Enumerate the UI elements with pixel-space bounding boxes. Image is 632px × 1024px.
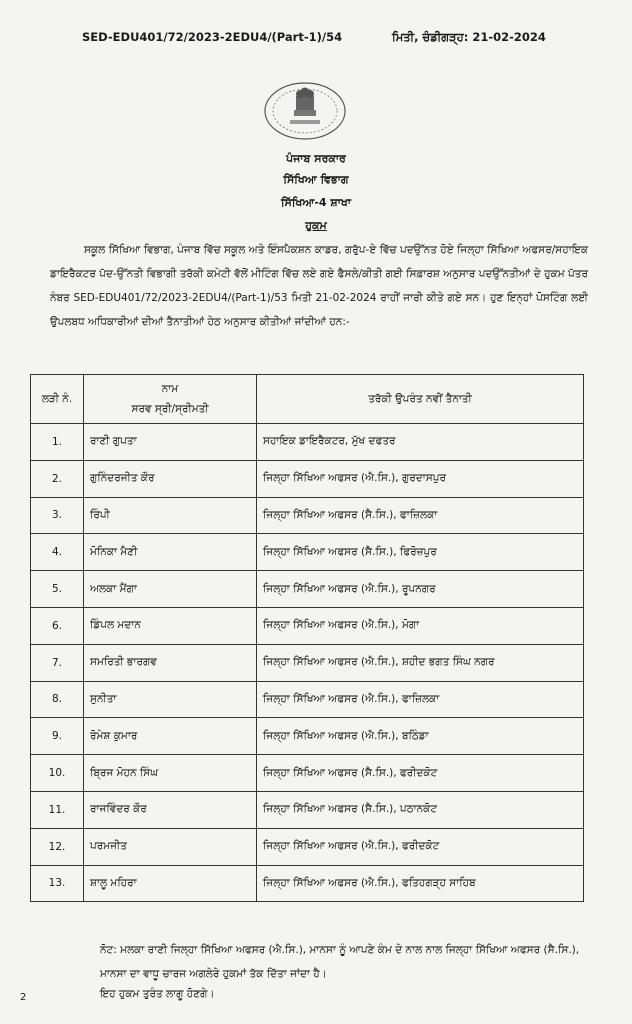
- cell-name: ਰਾਣੀ ਗੁਪਤਾ: [84, 424, 257, 461]
- cell-posting: ਜਿਲ੍ਹਾ ਸਿੱਖਿਆ ਅਫਸਰ (ਸੈ.ਸਿ.), ਫਰੀਦਕੋਟ: [257, 755, 584, 792]
- header-name-line1: ਨਾਮ: [161, 383, 179, 395]
- cell-posting: ਜਿਲ੍ਹਾ ਸਿੱਖਿਆ ਅਫਸਰ (ਐ.ਸਿ.), ਮੋਗਾ: [257, 607, 584, 644]
- heading-order: ਹੁਕਮ: [305, 219, 327, 232]
- table-row: [31, 607, 584, 644]
- header-name-line2: ਸਰਵ ਸ੍ਰੀ/ਸ੍ਰੀਮਤੀ: [131, 403, 209, 415]
- heading-government: ਪੰਜਾਬ ਸਰਕਾਰ: [286, 152, 346, 165]
- state-emblem-icon: [262, 80, 348, 142]
- cell-posting: ਸਹਾਇਕ ਡਾਇਰੈਕਟਰ, ਮੁੱਖ ਦਫਤਰ: [257, 424, 584, 461]
- table-row: [31, 681, 584, 718]
- posting-table: [30, 374, 584, 902]
- cell-posting: ਜਿਲ੍ਹਾ ਸਿੱਖਿਆ ਅਫਸਰ (ਐ.ਸਿ.), ਫਤਿਹਗੜ੍ਹ ਸਾਹਿਬ: [257, 865, 584, 902]
- cell-posting: ਜਿਲ੍ਹਾ ਸਿੱਖਿਆ ਅਫਸਰ (ਸੈ.ਸਿ.), ਪਠਾਨਕੋਟ: [257, 791, 584, 828]
- table-header-row: [31, 375, 584, 424]
- date-line: ਮਿਤੀ, ਚੰਡੀਗੜ੍ਹ: 21-02-2024: [392, 30, 546, 44]
- cell-serial: 6.: [31, 607, 84, 644]
- cell-serial: 4.: [31, 534, 84, 571]
- table-row: [31, 828, 584, 865]
- cell-posting: ਜਿਲ੍ਹਾ ਸਿੱਖਿਆ ਅਫਸਰ (ਐ.ਸਿ.), ਗੁਰਦਾਸਪੁਰ: [257, 460, 584, 497]
- table-row: [31, 534, 584, 571]
- cell-name: ਪਰਮਜੀਤ: [84, 828, 257, 865]
- cell-serial: 12.: [31, 828, 84, 865]
- table-row: [31, 497, 584, 534]
- cell-serial: 2.: [31, 460, 84, 497]
- cell-name: ਰੋਮੇਸ਼ ਕੁਮਾਰ: [84, 718, 257, 755]
- page-number: 2: [20, 992, 27, 1003]
- cell-serial: 10.: [31, 755, 84, 792]
- reference-number: SED-EDU401/72/2023-2EDU4/(Part-1)/54: [82, 30, 343, 44]
- table-row: [31, 791, 584, 828]
- cell-name: ਮੋਨਿਕਾ ਮੈਣੀ: [84, 534, 257, 571]
- table-row: [31, 571, 584, 608]
- cell-posting: ਜਿਲ੍ਹਾ ਸਿੱਖਿਆ ਅਫਸਰ (ਐ.ਸਿ.), ਸ਼ਹੀਦ ਭਗਤ ਸਿੰਘ ਨਗਰ: [257, 644, 584, 681]
- table-row: [31, 424, 584, 461]
- heading-branch: ਸਿੱਖਿਆ-4 ਸ਼ਾਖਾ: [281, 196, 351, 209]
- cell-name: ਰਿੰਪੀ: [84, 497, 257, 534]
- closing-line: ਇਹ ਹੁਕਮ ਤੁਰੰਤ ਲਾਗੂ ਹੋਣਗੇ।: [100, 988, 215, 1000]
- cell-serial: 13.: [31, 865, 84, 902]
- cell-posting: ਜਿਲ੍ਹਾ ਸਿੱਖਿਆ ਅਫਸਰ (ਸੈ.ਸਿ.), ਫਾਜ਼ਿਲਕਾ: [257, 497, 584, 534]
- cell-name: ਰਾਜਵਿੰਦਰ ਕੌਰ: [84, 791, 257, 828]
- table-row: [31, 460, 584, 497]
- cell-serial: 1.: [31, 424, 84, 461]
- cell-serial: 11.: [31, 791, 84, 828]
- cell-name: ਬ੍ਰਿਜ ਮੋਹਨ ਸਿੰਘ: [84, 755, 257, 792]
- table-row: [31, 644, 584, 681]
- cell-name: ਸ਼ਾਲੂ ਮਹਿਰਾ: [84, 865, 257, 902]
- cell-serial: 8.: [31, 681, 84, 718]
- table-row: [31, 865, 584, 902]
- note-text: ਨੋਟ: ਮਲਕਾ ਰਾਣੀ ਜਿਲ੍ਹਾ ਸਿੱਖਿਆ ਅਫਸਰ (ਐ.ਸਿ.), ਮਾਨਸਾ ਨੂੰ ਆਪਣੇ ਕੰਮ ਦੇ ਨਾਲ ਨਾਲ ਜਿਲ੍ਹਾ ਸਿੱਖਿਆ ਅਫਸਰ (ਸੈ.ਸਿ.), ਮਾਨਸਾ ਦਾ ਵਾਧੂ ਚਾਰਜ ਅਗਲੇਰੇ ਹੁਕਮਾਂ ਤੱਕ ਦਿੱਤਾ ਜਾਂਦਾ ਹੈ।: [100, 944, 580, 980]
- header-serial: ਲੜੀ ਨੰ.: [31, 375, 84, 424]
- cell-name: ਸਮਰਿਤੀ ਭਾਰਗਵ: [84, 644, 257, 681]
- cell-serial: 5.: [31, 571, 84, 608]
- cell-name: ਅਲਕਾ ਮੈਂਗਾ: [84, 571, 257, 608]
- table-row: [31, 718, 584, 755]
- cell-posting: ਜਿਲ੍ਹਾ ਸਿੱਖਿਆ ਅਫਸਰ (ਐ.ਸਿ.), ਬਠਿੰਡਾ: [257, 718, 584, 755]
- cell-name: ਗੁਨਿੰਦਰਜੀਤ ਕੌਰ: [84, 460, 257, 497]
- cell-posting: ਜਿਲ੍ਹਾ ਸਿੱਖਿਆ ਅਫਸਰ (ਐ.ਸਿ.), ਰੂਪਨਗਰ: [257, 571, 584, 608]
- cell-name: ਡਿੰਪਲ ਮਦਾਨ: [84, 607, 257, 644]
- cell-posting: ਜਿਲ੍ਹਾ ਸਿੱਖਿਆ ਅਫਸਰ (ਸੈ.ਸਿ.), ਫਿਰੋਜ਼ਪੁਰ: [257, 534, 584, 571]
- cell-serial: 7.: [31, 644, 84, 681]
- cell-posting: ਜਿਲ੍ਹਾ ਸਿੱਖਿਆ ਅਫਸਰ (ਐ.ਸਿ.), ਫਾਜ਼ਿਲਕਾ: [257, 681, 584, 718]
- cell-serial: 9.: [31, 718, 84, 755]
- header-name: [84, 375, 257, 424]
- header-posting: ਤਰੱਕੀ ਉਪਰੰਤ ਨਵੀਂ ਤੈਨਾਤੀ: [257, 375, 584, 424]
- cell-posting: ਜਿਲ੍ਹਾ ਸਿੱਖਿਆ ਅਫਸਰ (ਐ.ਸਿ.), ਫਰੀਦਕੋਟ: [257, 828, 584, 865]
- table-row: [31, 755, 584, 792]
- heading-department: ਸਿੱਖਿਆ ਵਿਭਾਗ: [283, 173, 349, 186]
- cell-name: ਸੁਨੀਤਾ: [84, 681, 257, 718]
- cell-serial: 3.: [31, 497, 84, 534]
- body-paragraph: ਸਕੂਲ ਸਿੱਖਿਆ ਵਿਭਾਗ, ਪੰਜਾਬ ਵਿੱਚ ਸਕੂਲ ਅਤੇ ਇੰਸਪੈਕਸ਼ਨ ਕਾਡਰ, ਗਰੁੱਪ-ਏ ਵਿੱਚ ਪਦਉੱਨਤ ਹੋਏ ਜਿਲ੍ਹਾ ਸਿੱਖਿਆ ਅਫਸਰ/ਸਹਾਇਕ ਡਾਇਰੈਕਟਰ ਪੱਦ-ਉੱਨਤੀ ਵਿਭਾਗੀ ਤਰੱਕੀ ਕਮੇਟੀ ਵੱਲੋਂ ਮੀਟਿੰਗ ਵਿੱਚ ਲਏ ਗਏ ਫੈਸਲੇ/ਕੀਤੀ ਗਈ ਸਿਫ਼ਾਰਸ਼ ਅਨੁਸਾਰ ਪਦਉੱਨਤੀਆਂ ਦੇ ਹੁਕਮ ਪੱਤਰ ਨੰਬਰ SED-EDU401/72/2023-2EDU4/(Part-1)/53 ਮਿਤੀ 21-02-2024 ਰਾਹੀਂ ਜਾਰੀ ਕੀਤੇ ਗਏ ਸਨ। ਹੁਣ ਇਨ੍ਹਾਂ ਪੋਸਟਿੰਗ ਲਈ ਉਪਲਬਧ ਅਧਿਕਾਰੀਆਂ ਦੀਆਂ ਤੈਨਾਤੀਆਂ ਹੇਠ ਅਨੁਸਾਰ ਕੀਤੀਆਂ ਜਾਂਦੀਆਂ ਹਨ:-: [50, 244, 588, 328]
